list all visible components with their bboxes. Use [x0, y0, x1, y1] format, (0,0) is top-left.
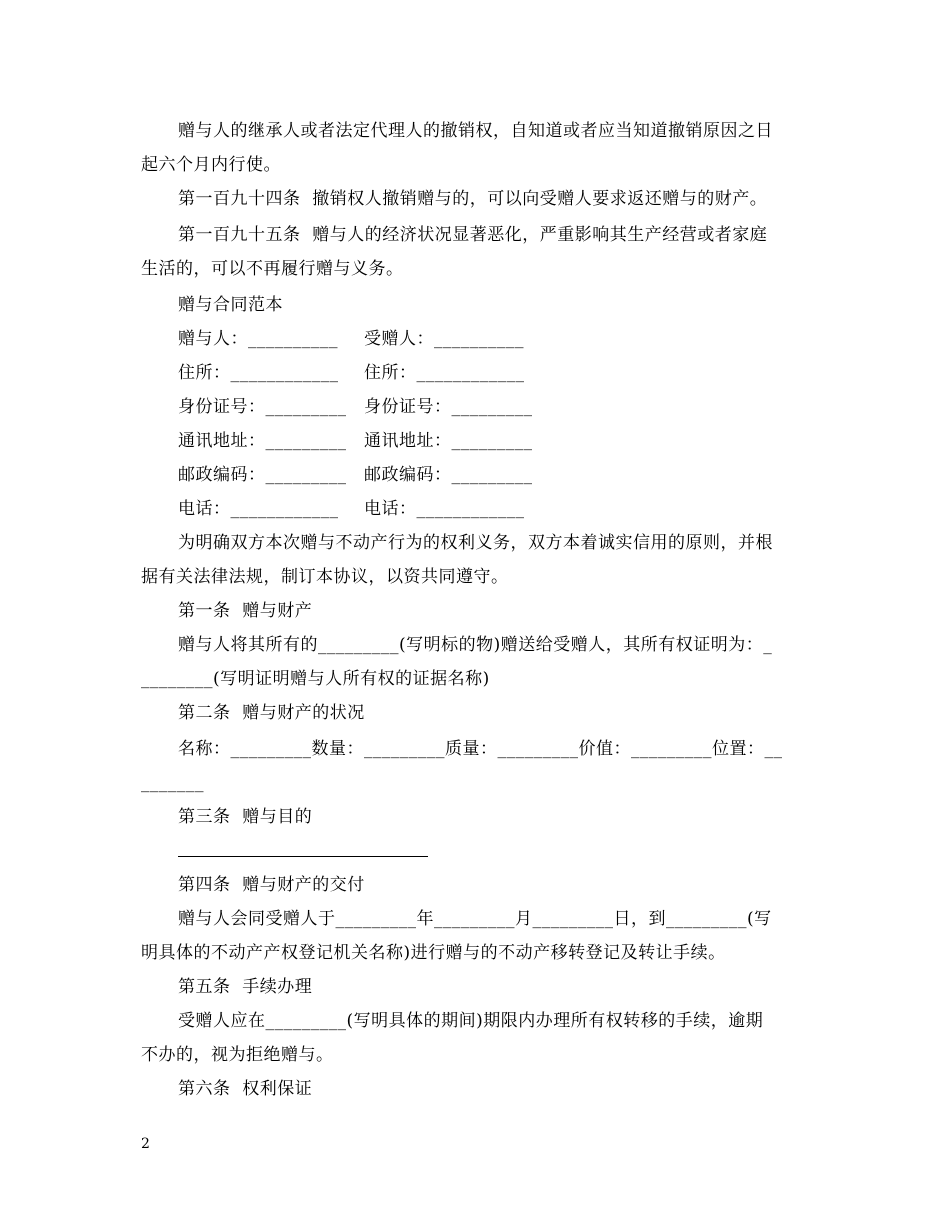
donor-phone-field: 电话：____________	[178, 499, 339, 519]
article-heading: 第六条 权利保证	[178, 1079, 313, 1099]
paragraph-line: 第一百九十四条 撤销权人撤销赠与的，可以向受赠人要求返还赠与的财产。	[178, 189, 768, 209]
donee-contact-field: 通讯地址：_________	[364, 431, 533, 451]
paragraph-line: 受赠人应在_________(写明具体的期间)期限内办理所有权转移的手续，逾期	[178, 1011, 764, 1031]
paragraph-line: ________(写明证明赠与人所有权的证据名称)	[141, 669, 490, 689]
paragraph-line: 赠与人会同受赠人于_________年_________月_________日，到_________(写	[178, 909, 772, 929]
donor-id-field: 身份证号：_________	[178, 397, 347, 417]
paragraph-line: 名称：_________数量：_________质量：_________价值：_________位置：__	[178, 739, 783, 759]
donor-address-field: 住所：____________	[178, 363, 339, 383]
article-heading: 第二条 赠与财产的状况	[178, 703, 365, 723]
donee-field: 受赠人：__________	[364, 329, 524, 349]
donee-address-field: 住所：____________	[364, 363, 525, 383]
donor-field: 赠与人：__________	[178, 329, 338, 349]
paragraph-line: 赠与人的继承人或者法定代理人的撤销权，自知道或者应当知道撤销原因之日	[178, 121, 773, 141]
paragraph-line: 不办的，视为拒绝赠与。	[141, 1045, 334, 1065]
paragraph-line: 明具体的不动产产权登记机关名称)进行赠与的不动产移转登记及转让手续。	[141, 943, 726, 963]
paragraph-line: 为明确双方本次赠与不动产行为的权利义务，双方本着诚实信用的原则，并根	[178, 533, 773, 553]
paragraph-line: 生活的，可以不再履行赠与义务。	[141, 259, 404, 279]
donee-id-field: 身份证号：_________	[364, 397, 533, 417]
paragraph-line: 据有关法律法规，制订本协议，以资共同遵守。	[141, 567, 509, 587]
article-heading: 第四条 赠与财产的交付	[178, 875, 365, 895]
paragraph-line: _______	[141, 773, 204, 793]
blank-underline	[178, 856, 428, 857]
page-number: 2	[141, 1136, 150, 1152]
article-heading: 第三条 赠与目的	[178, 807, 313, 827]
article-heading: 第五条 手续办理	[178, 977, 313, 997]
article-heading: 第一条 赠与财产	[178, 601, 313, 621]
paragraph-line: 赠与人将其所有的_________(写明标的物)赠送给受赠人，其所有权证明为：_	[178, 635, 773, 655]
donee-phone-field: 电话：____________	[364, 499, 525, 519]
paragraph-line: 第一百九十五条 赠与人的经济状况显著恶化，严重影响其生产经营或者家庭	[178, 225, 768, 245]
donor-postcode-field: 邮政编码：_________	[178, 465, 347, 485]
donee-postcode-field: 邮政编码：_________	[364, 465, 533, 485]
donor-contact-field: 通讯地址：_________	[178, 431, 347, 451]
paragraph-line: 起六个月内行使。	[141, 155, 281, 175]
contract-title: 赠与合同范本	[178, 295, 283, 315]
